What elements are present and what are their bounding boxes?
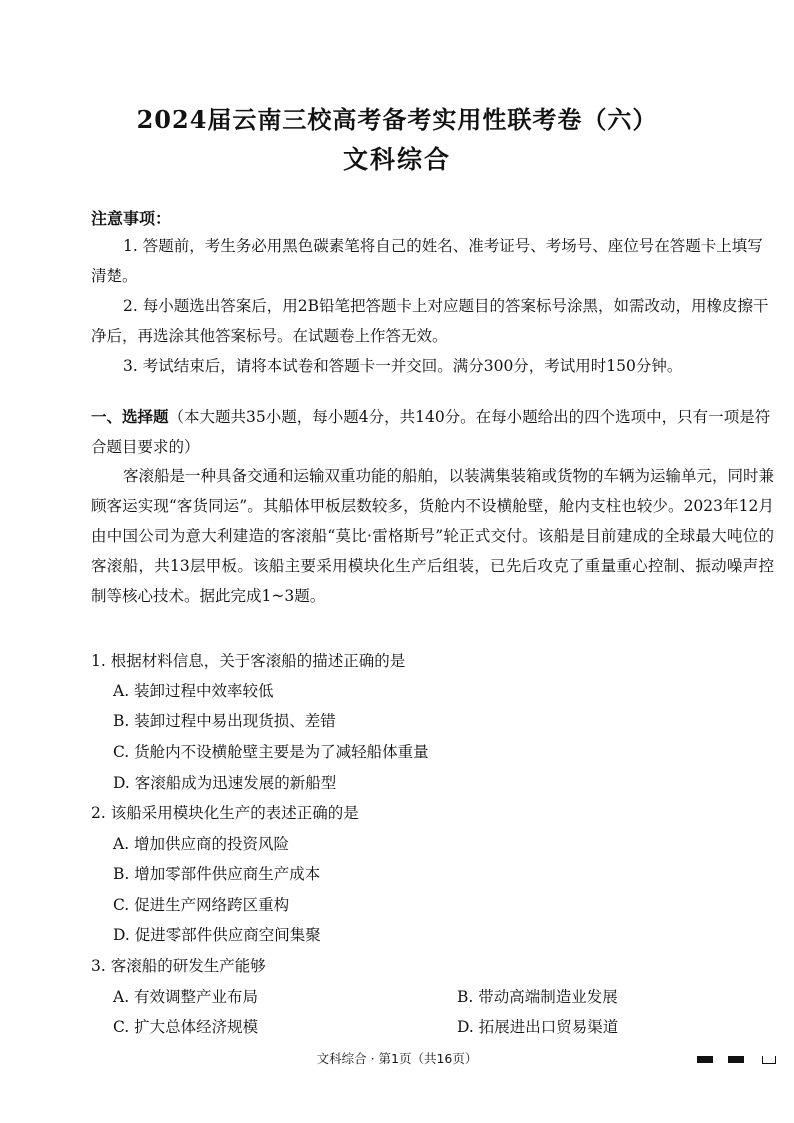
print-mark — [697, 1056, 713, 1063]
print-mark — [728, 1056, 744, 1063]
notice-item: 3. 考试结束后，请将本试卷和答题卡一并交回。满分300分，考试用时150分钟。 — [123, 357, 683, 375]
option-a: A. 增加供应商的投资风险 — [113, 835, 290, 853]
option-b: B. 带动高端制造业发展 — [457, 988, 618, 1006]
question-stem: 3. 客滚船的研发生产能够 — [91, 957, 266, 975]
question-stem: 2. 该船采用模块化生产的表述正确的是 — [91, 804, 359, 822]
exam-subject: 文科综合 — [342, 145, 451, 174]
option-c: C. 扩大总体经济规模 — [113, 1018, 259, 1036]
option-c: C. 货舱内不设横舱壁主要是为了减轻船体重量 — [113, 743, 429, 761]
section-description: （本大题共35小题，每小题4分，共140分。在每小题给出的四个选项中，只有一项是符合题目要求的） — [91, 408, 771, 456]
print-mark — [762, 1056, 776, 1064]
notice-heading: 注意事项： — [91, 209, 172, 228]
notice-item: 1. 答题前，考生务必用黑色碳素笔将自己的姓名、准考证号、考场号、座位号在答题卡上填写清楚。 — [91, 237, 763, 285]
page-footer: 文科综合 · 第1页（共16页） — [316, 1051, 478, 1066]
reading-passage: 客滚船是一种具备交通和运输双重功能的船舶，以装满集装箱或货物的车辆为运输单元，同时兼顾客运实现“客货同运”。其船体甲板层数较多，货舱内不设横舱壁，舱内支柱也较少。2023年12月由中国公司为意大利建造的客滚船“莫比·雷格斯号”轮正式交付。该船是目前建成的全球最大吨位的客滚船，共13层甲板。该船主要采用模块化生产后组装，已先后攻克了重量重心控制、振动噪声控制等核心技术。据此完成1~3题。 — [91, 467, 775, 605]
option-c: C. 促进生产网络跨区重构 — [113, 896, 290, 914]
exam-title: 2024届云南三校高考备考实用性联考卷（六） — [136, 105, 658, 134]
option-d: D. 促进零部件供应商空间集聚 — [113, 926, 321, 944]
option-a: A. 有效调整产业布局 — [113, 988, 259, 1006]
option-d: D. 拓展进出口贸易渠道 — [457, 1018, 619, 1036]
option-d: D. 客滚船成为迅速发展的新船型 — [113, 774, 337, 792]
option-b: B. 增加零部件供应商生产成本 — [113, 865, 321, 883]
section-intro — [91, 402, 774, 462]
section-heading: 一、选择题 — [91, 407, 169, 426]
question-stem: 1. 根据材料信息，关于客滚船的描述正确的是 — [91, 652, 406, 670]
option-b: B. 装卸过程中易出现货损、差错 — [113, 712, 336, 730]
option-a: A. 装卸过程中效率较低 — [113, 682, 274, 700]
notice-item: 2. 每小题选出答案后，用2B铅笔把答题卡上对应题目的答案标号涂黑，如需改动，用橡皮擦干净后，再选涂其他答案标号。在试题卷上作答无效。 — [91, 297, 769, 345]
notice-list — [91, 231, 774, 381]
